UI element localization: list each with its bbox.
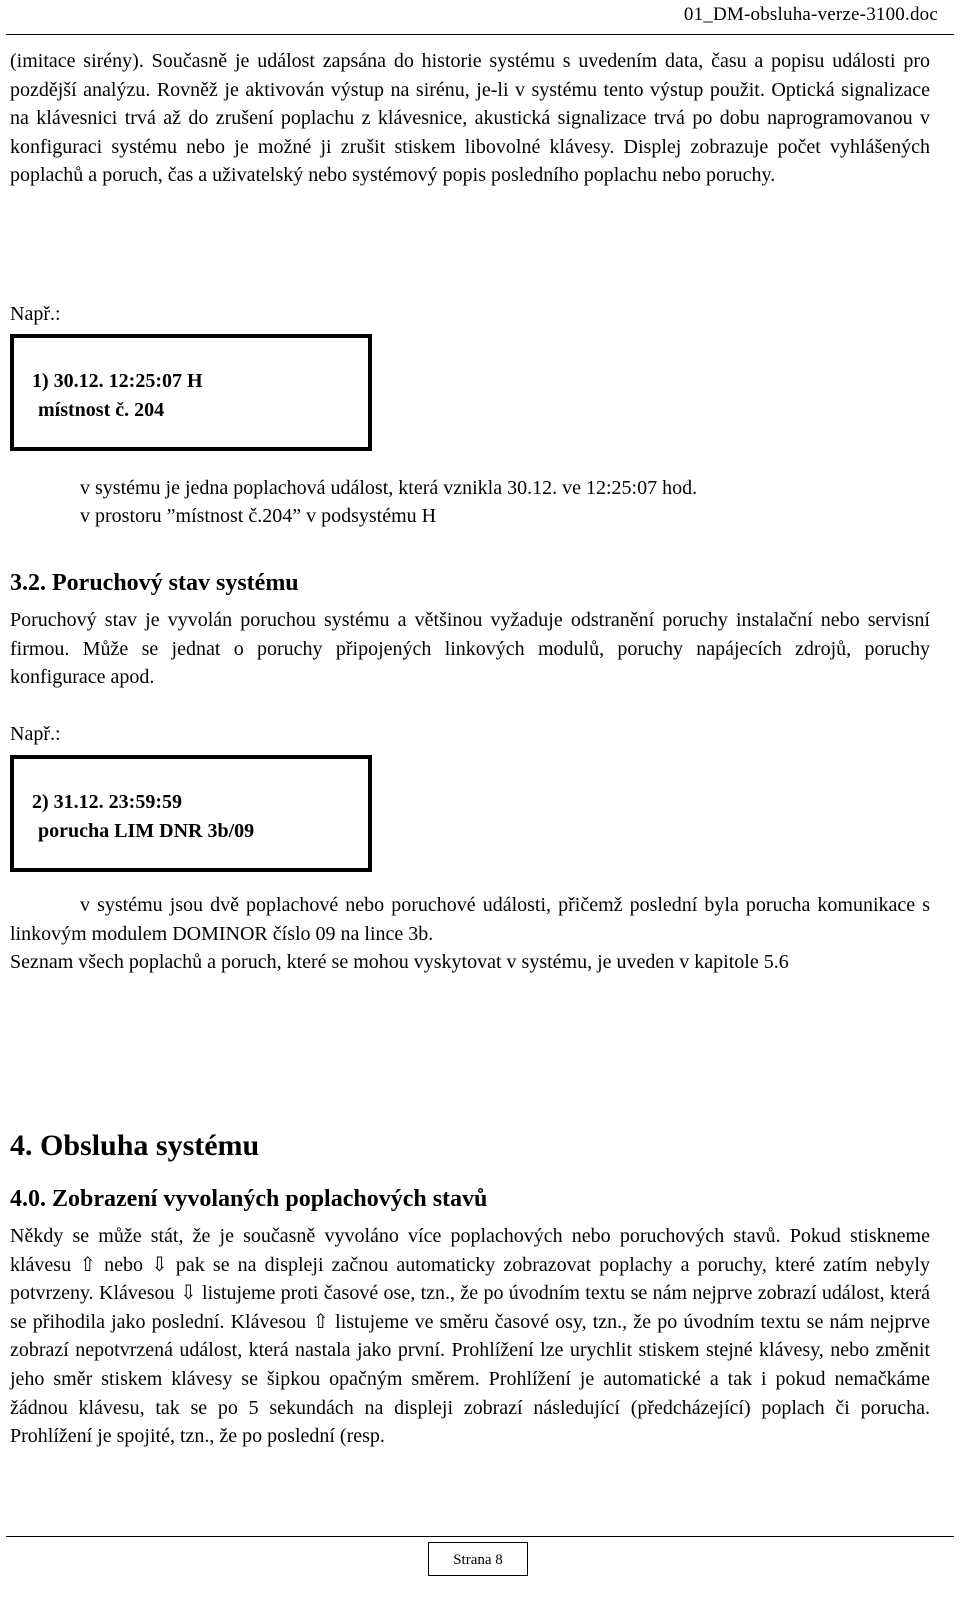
chapter-heading-4: 4. Obsluha systému [10,1129,260,1162]
display-example-fault [10,755,372,872]
footer-rule [6,1536,954,1537]
example-caption-1-line-1: v systému je jedna poplachová událost, která vznikla 30.12. ve 12:25:07 hod. [80,477,698,499]
paragraph-alarm-description: (imitace sirény). Současně je událost zapsána do historie systému s uvedením data, času a popisu události pro pozdější analýzu. Rovněž je aktivován výstup na sirénu, je-li v systému tento výstup použit. Optická signalizace na klávesnici trvá až do zrušení poplachu z klávesnice, akustická signalizace trvá po dobu naprogramovanou v konfiguraci systému nebo je možné ji zrušit stiskem libovolné klávesy. Displej zobrazuje počet vyhlášených poplachů a poruch, čas a uživatelský nebo systémový popis posledního poplachu nebo poruchy. [10,50,930,187]
paragraph-list-reference: Seznam všech poplachů a poruch, které se mohou vyskytovat v systému, je uveden v kapitole 5.6 [10,951,789,973]
page-number: Strana 8 [428,1542,528,1576]
header-rule [6,34,954,35]
display-example-alarm [10,334,372,451]
section-heading-4-0: 4.0. Zobrazení vyvolaných poplachových stavů [10,1186,488,1212]
document-filename: 01_DM-obsluha-verze-3100.doc [683,4,938,25]
display-line-2: porucha LIM DNR 3b/09 [38,820,255,842]
section-heading-3-2: 3.2. Poruchový stav systému [10,570,299,596]
example-label-1: Např.: [10,303,61,325]
page-header [0,0,960,38]
display-line-1: 2) 31.12. 23:59:59 [32,791,182,813]
paragraph-alarm-browsing: Někdy se může stát, že je současně vyvoláno více poplachových nebo poruchových stavů. Pokud stiskneme klávesu ⇧ nebo ⇩ pak se na displeji začnou automaticky zobrazovat poplachy a poruchy, které zatím nebyly potvrzeny. Klávesou ⇩ listujeme proti časové ose, tzn., že po úvodním textu se nám nejprve zobrazí událost, která se přihodila jako poslední. Klávesou ⇧ listujeme ve směru časové osy, tzn., že po úvodním textu se nám nejprve zobrazí nepotvrzená událost, která nastala jako první. Prohlížení lze urychlit stiskem stejné klávesy, nebo změnit jeho směr stiskem klávesy se šipkou opačným směrem. Prohlížení je automatické a tak i pokud nemačkáme žádnou klávesu, tak se po 5 sekundách na displeji zobrazí následující (předcházející) poplach či porucha. Prohlížení je spojité, tzn., že po poslední (resp. [10,1225,930,1448]
paragraph-fault-state: Poruchový stav je vyvolán poruchou systému a většinou vyžaduje odstranění poruchy instalační nebo servisní firmou. Může se jednat o poruchy připojených linkových modulů, poruchy napájecích zdrojů, poruchy konfigurace apod. [10,609,930,689]
display-line-2: místnost č. 204 [38,399,165,421]
example-caption-1-line-2: v prostoru ”místnost č.204” v podsystému H [80,505,437,527]
display-line-1: 1) 30.12. 12:25:07 H [32,370,203,392]
example-label-2: Např.: [10,723,61,745]
paragraph-example-2-explanation: v systému jsou dvě poplachové nebo poruchové události, přičemž poslední byla porucha komunikace s linkovým modulem DOMINOR číslo 09 na lince 3b. [10,894,930,945]
